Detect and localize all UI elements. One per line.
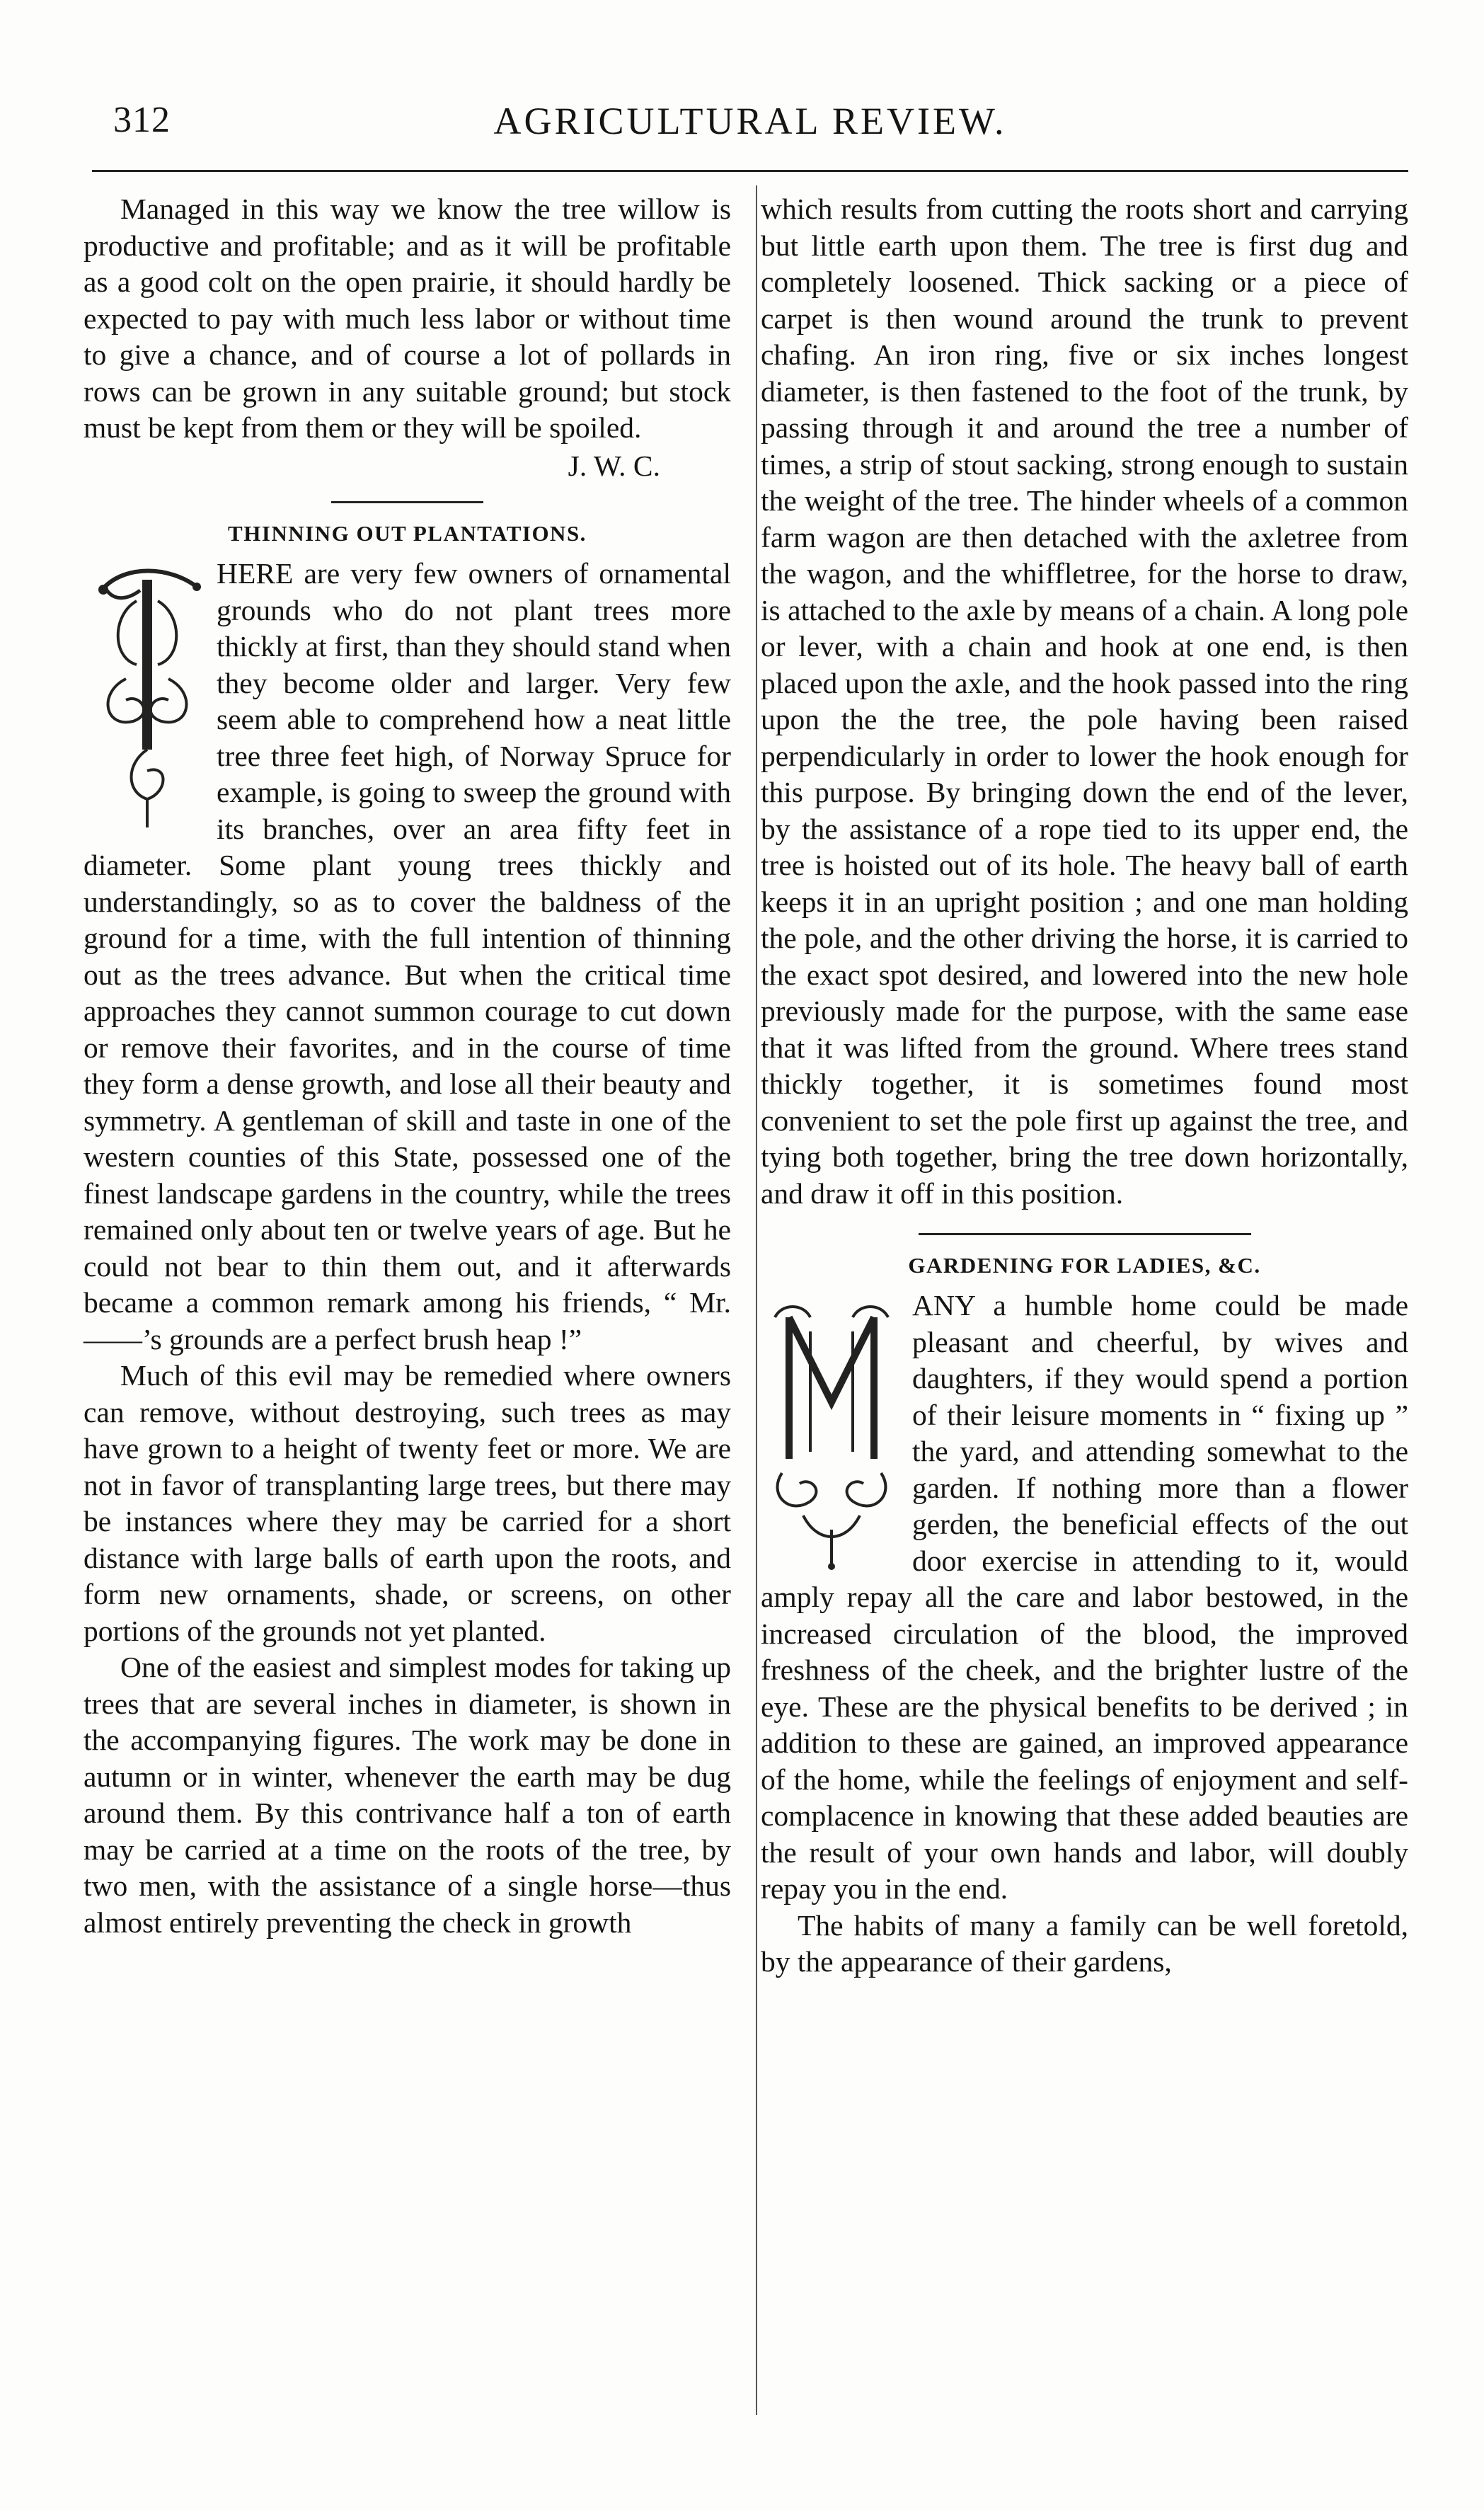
page-header	[92, 99, 1408, 156]
section-title-gardening: GARDENING FOR LADIES, &C.	[908, 1253, 1261, 1278]
ornamental-initial-t	[84, 558, 204, 839]
header-rule	[92, 170, 1408, 172]
continuation-paragraph: which results from cutting the roots short and carrying but little earth upon them. The tree is first dug and completely loosened. Thick sacking or a piece of carpet is then wound around the trunk to prevent chafing. An iron ring, five or six inches longest diameter, is then fastened to the foot of the trunk, by passing through it and around the tree a number of times, a strip of stout sacking, strong enough to sustain the weight of the tree. The hinder wheels of a common farm wagon are then detached with the axletree from the wagon, and the whiffletree, for the horse to draw, is attached to the axle by means of a chain. A long pole or lever, with a chain and hook at one end, is then placed upon the axle, and the hook passed into the ring upon the the tree, the pole having been raised perpendicularly in order to lower the hook enough for this purpose. By bringing down the end of the lever, by the assistance of a rope tied to its upper end, the tree is hoisted out of its hole. The heavy ball of earth keeps it in an upright position ; and one man holding the pole, and the other driving the horse, it is carried to the exact spot desired, and lowered into the new hole previously made for the purpose, with the same ease that it was lifted from the ground. Where trees stand thickly together, it is sometimes found most convenient to set the pole first up against the tree, and tying both together, bring the tree down horizontally, and draw it off in this position.	[761, 193, 1408, 1210]
page-number: 312	[113, 100, 171, 140]
left-column	[84, 191, 731, 1941]
gardening-paragraph-1: ANY a humble home could be made pleasant and cheerful, by wives and daughters, if they would spend a portion of their leisure moments in “ fixing up ” the yard, and attending somewhat to the garden. If nothing more than a flower gerden, the beneficial effects of the out door exercise in attending to it, would amply repay all the care and labor bestowed, in the increased circulation of the blood, the improved freshness of the cheek, and the brighter lustre of the eye. These are the physical benefits to be derived ; in addition to these are gained, an improved appearance of the home, while the feelings of enjoyment and self-complacence in knowing that these added beauties are the result of your own hands and labor, will doubly repay you in the end.	[761, 1289, 1408, 1905]
column-divider	[756, 185, 757, 2415]
section-title-thinning: THINNING OUT PLANTATIONS.	[228, 521, 587, 546]
ornament-dot	[828, 1563, 835, 1570]
ornamental-initial-m	[761, 1289, 902, 1572]
thinning-paragraph-2: Much of this evil may be remedied where owners can remove, without destroying, such trees as may have grown to a height of twenty feet or more. We are not in favor of transplanting large trees, but there may be instances where they may be carried for a short distance with large balls of earth upon the roots, and form new ornaments, shade, or screens, on other portions of the grounds not yet planted.	[84, 1359, 731, 1647]
running-title: AGRICULTURAL REVIEW.	[493, 100, 1007, 142]
ornament-dot	[192, 583, 201, 591]
thinning-paragraph-1: HERE are very few owners of ornamental grounds who do not plant trees more thickly at first, than they should stand when they become older and larger. Very few seem able to comprehend how a neat little tree three feet high, of Norway Spruce for example, is going to sweep the ground with its branches, over an area fifty feet in diameter. Some plant young trees thickly and understandingly, so as to cover the baldness of the ground for a time, with the full intention of thinning out as the trees advance. But when the critical time approaches they cannot summon courage to cut down or remove their favorites, and in the course of time they form a dense growth, and lose all their beauty and symmetry. A gentleman of skill and taste in one of the western counties of this State, possessed one of the finest landscape gardens in the country, while the trees remained only about ten or twelve years of age. But he could not bear to thin them out, and it afterwards became a common remark among his friends, “ Mr. ——’s grounds are a perfect brush heap !”	[84, 557, 731, 1356]
right-column	[761, 191, 1408, 1981]
ornament-dot	[98, 585, 108, 595]
ornamental-m-icon	[761, 1289, 902, 1572]
gardening-paragraph-2: The habits of many a family can be well foretold, by the appearance of their gardens,	[761, 1908, 1408, 1978]
author-signature: J. W. C.	[568, 449, 660, 482]
intro-paragraph: Managed in this way we know the tree willow is productive and profitable; and as it will be profitable as a good colt on the open prairie, it should hardly be expected to pay with much less labor or without time to give a chance, and of course a lot of pollards in rows can be grown in any suitable ground; but stock must be kept from them or they will be spoiled.	[84, 193, 731, 444]
thinning-paragraph-3: One of the easiest and simplest modes for taking up trees that are several inches in diameter, is shown in the accompanying figures. The work may be done in autumn or in winter, whenever the earth may be dug around them. By this contrivance half a ton of earth may be carried at a time on the roots of the tree, by two men, with the assistance of a single horse—thus almost entirely preventing the check in growth	[84, 1651, 731, 1939]
ornamental-t-icon	[84, 558, 204, 839]
section-divider	[331, 501, 483, 503]
section-divider	[919, 1233, 1251, 1235]
